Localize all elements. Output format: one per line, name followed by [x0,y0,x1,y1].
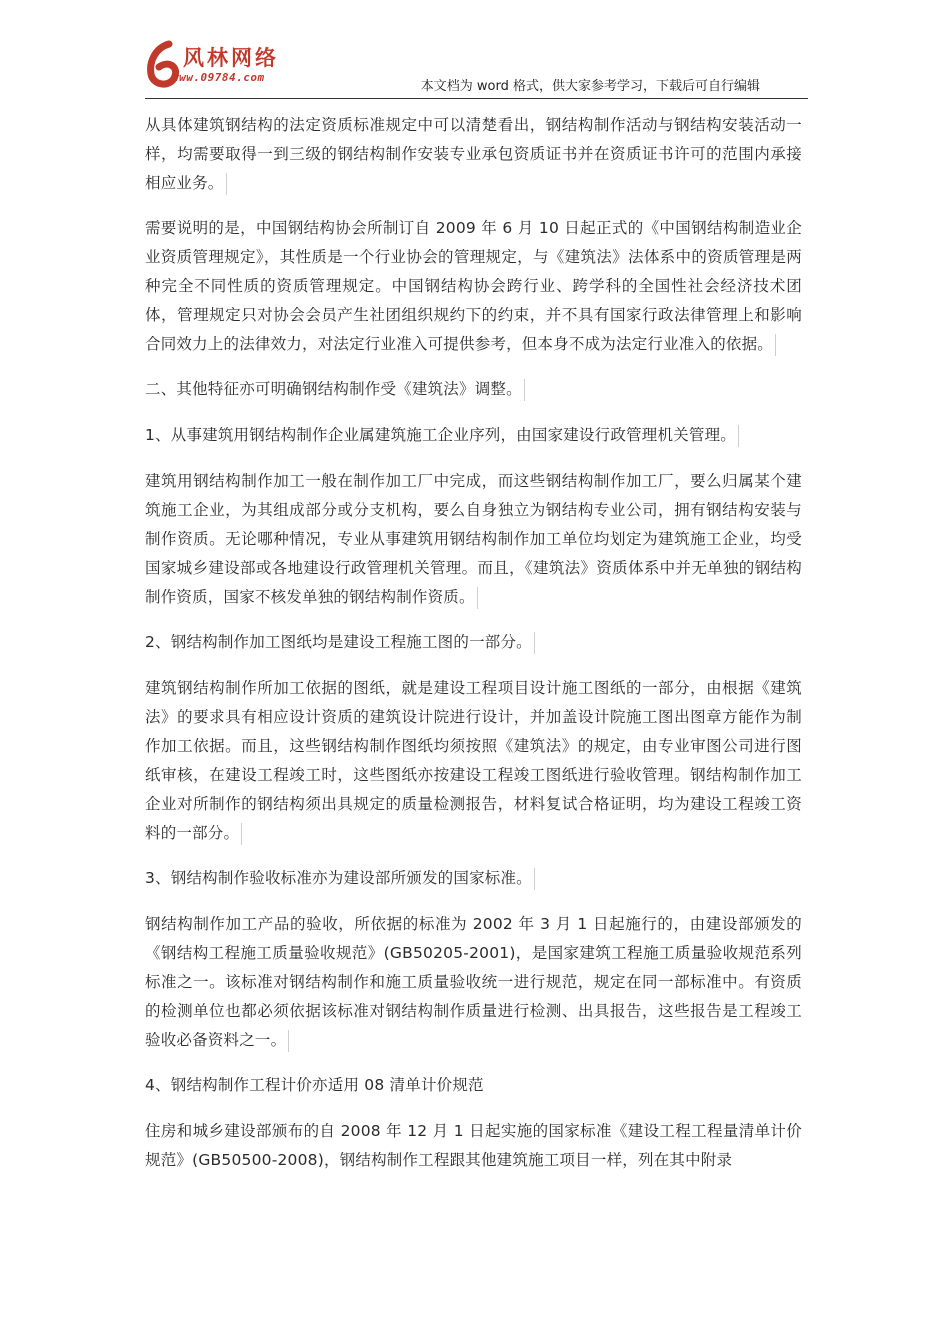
paragraph: 住房和城乡建设部颁布的自 2008 年 12 月 1 日起实施的国家标准《建设工程工程量清单计价规范》(GB50500-2008)，钢结构制作工程跟其他建筑施工项目一样，列在其中附录 [145,1122,802,1169]
subsection-heading: 3、钢结构制作验收标准亦为建设部所颁发的国家标准。 [145,864,802,893]
header-tagline: 本文档为 word 格式，供大家参考学习，下载后可自行编辑 [420,79,760,94]
paragraph: 建筑用钢结构制作加工一般在制作加工厂中完成，而这些钢结构制作加工厂，要么归属某个建筑施工企业，为其组成部分或分支机构，要么自身独立为钢结构专业公司，拥有钢结构安装与制作资质。无论哪种情况，专业从事建筑用钢结构制作加工单位均划定为建筑施工企业，均受国家城乡建设部或各地建设行政管理机关管理。而且，《建筑法》资质体系中并无单独的钢结构制作资质，国家不核发单独的钢结构制作资质。 [145,467,802,612]
logo-text: 风林网络 [183,45,279,70]
paragraph: 需要说明的是，中国钢结构协会所制订自 2009 年 6 月 10 日起正式的《中国钢结构制造业企业资质管理规定》，其性质是一个行业协会的管理规定，与《建筑法》法体系中的资质管理是两种完全不同性质的资质管理规定。中国钢结构协会跨行业、跨学科的全国性社会经济技术团体，管理规定只对协会会员产生社团组织规约下的约束，并不具有国家行政法律管理上和影响合同效力上的法律效力，对法定行业准入可提供参考，但本身不成为法定行业准入的依据。 [145,214,802,359]
subsection-heading: 2、钢结构制作加工图纸均是建设工程施工图的一部分。 [145,628,802,657]
paragraph: 建筑钢结构制作所加工依据的图纸，就是建设工程项目设计施工图纸的一部分，由根据《建筑法》的要求具有相应设计资质的建筑设计院进行设计，并加盖设计院施工图出图章方能作为制作加工依据。而且，这些钢结构制作图纸均须按照《建筑法》的规定，由专业审图公司进行图纸审核，在建设工程竣工时，这些图纸亦按建设工程竣工图纸进行验收管理。钢结构制作加工企业对所制作的钢结构须出具规定的质量检测报告，材料复试合格证明，均为建设工程竣工资料的一部分。 [145,674,802,848]
section-heading: 二、其他特征亦可明确钢结构制作受《建筑法》调整。 [145,375,802,404]
document-body [145,111,802,1191]
subsection-heading: 1、从事建筑用钢结构制作企业属建筑施工企业序列，由国家建设行政管理机关管理。 [145,421,802,450]
paragraph: 从具体建筑钢结构的法定资质标准规定中可以清楚看出，钢结构制作活动与钢结构安装活动一样，均需要取得一到三级的钢结构制作安装专业承包资质证书并在资质证书许可的范围内承接相应业务。 [145,111,802,198]
paragraph: 钢结构制作加工产品的验收，所依据的标准为 2002 年 3 月 1 日起施行的，由建设部颁发的《钢结构工程施工质量验收规范》(GB50205-2001)，是国家建筑工程施工质量验收规范系列标准之一。该标准对钢结构制作和施工质量验收统一进行规范，规定在同一部标准中。有资质的检测单位也都必须依据该标准对钢结构制作质量进行检测、出具报告，这些报告是工程竣工验收必备资料之一。 [145,910,802,1055]
logo-url: www.09784.com [172,71,265,84]
site-logo [145,40,290,90]
subsection-heading: 4、钢结构制作工程计价亦适用 08 清单计价规范 [145,1076,484,1094]
page-header [145,40,808,99]
